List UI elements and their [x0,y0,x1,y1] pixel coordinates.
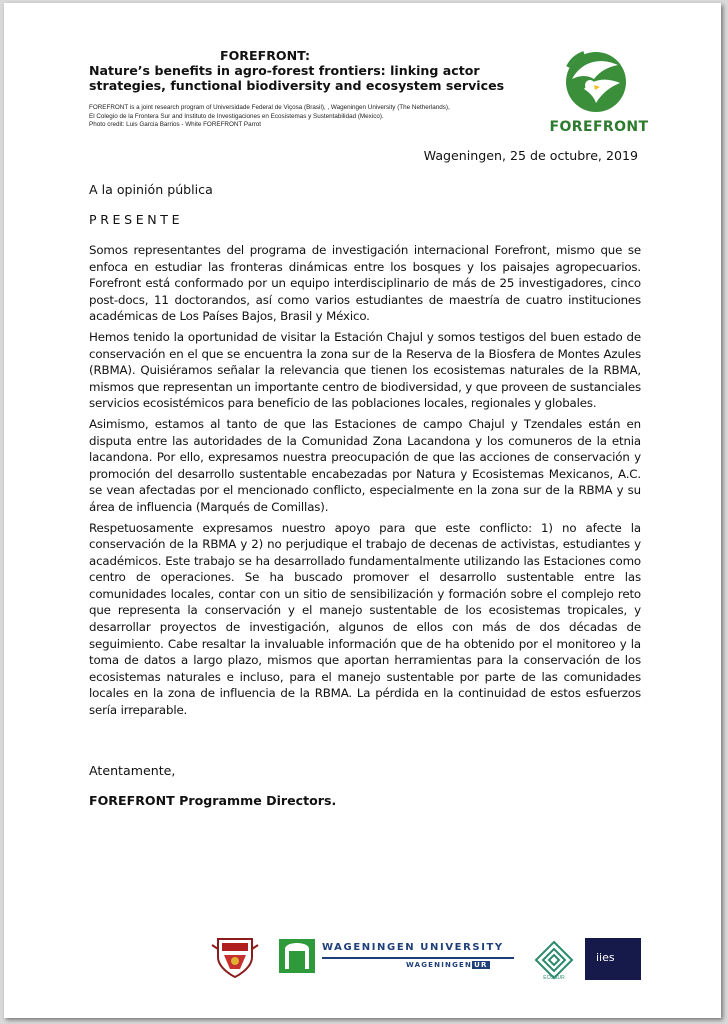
forefront-logo [539,49,654,141]
ecosur-label: ECOSUR [543,975,565,981]
paragraph-4: Respetuosamente expresamos nuestro apoyo para que este conflicto: 1) no afecte la conservación de la RBMA y 2) no perjudique el trabajo de decenas de activistas, estudiantes y académicos. Este trabajo se ha desarrollado fundamentalmente utilizando las Estaciones como centro de operaciones. Se ha buscado promover el desarrollo sustentable entre las comunidades locales, contar con un sitio de sensibilización y formación sobre el complejo reto que representa la conservación y el manejo sustentable de los ecosistemas tropicales, y desarrollar proyectos de investigación, algunos de ellos con más de dos décadas de seguimiento. Cabe resaltar la invaluable información que de ha obtenido por el monitoreo y la toma de datos a largo plazo, mismos que aportan herramientas para la conservación de los ecosistemas naturales e incluso, para el manejo sustentable por parte de las comunidades locales en la zona de influencia de la RBMA. La pérdida en la continuidad de estos esfuerzos sería irreparable. [89,520,641,718]
header-title [89,48,509,93]
paragraph-1: Somos representantes del programa de investigación internacional Forefront, mismo que se enfoca en estudiar las fronteras dinámicas entre los bosques y los paisajes agropecuarios. Forefront está conformado por un equipo interdisciplinario de más de 25 investigadores, cinco post-docs, 11 doctorandos, así como varios estudiantes de maestría de cuatro instituciones académicas de Los Países Bajos, Brasil y México. [89,243,641,324]
wageningen-ur-badge: UR [474,961,488,969]
photo-credit: Photo credit: Luis Garcia Barrios - White FOREFRONT Parrot [89,121,262,129]
program-note-line-1: FOREFRONT is a joint research program of Universidade Federal de Viçosa (Brasil), , Wageningen University (The Netherlands), [89,104,450,111]
iies-label: iies [596,951,615,964]
wageningen-university-name: WAGENINGEN UNIVERSITY [322,942,504,953]
letter-presente: PRESENTE [89,212,184,227]
wageningen-divider [322,957,514,959]
wageningen-icon [279,939,315,973]
logo-wordmark: FOREFRONT [549,119,649,135]
letter-body [89,242,641,723]
paragraph-2: Hemos tenido la oportunidad de visitar la Estación Chajul y somos testigos del buen estado de conservación en el que se encuentra la zona sur de la Reserva de la Biosfera de Montes Azules (RBMA). Quisiéramos señalar la relevancia que tienen los ecosistemas naturales de la RBMA, mismos que representan un importante centro de biodiversidad, y que proveen de sustanciales servicios ecosistémicos para beneficio de las poblaciones locales, regionales y globales. [89,329,641,411]
footer-logos [204,933,644,983]
wageningen-ur-text [406,961,490,969]
program-note-line-2: El Colegio de la Frontera Sur and Instituto de Investigaciones en Ecosistemas y Sustentabilidad (Mexico). [89,112,384,120]
letter-closing: Atentamente, [89,763,176,778]
parrot-icon [564,49,628,115]
letter-recipient: A la opinión pública [89,182,213,197]
letter-page [4,3,721,1018]
program-note [89,104,559,130]
letter-signature: FOREFRONT Programme Directors. [89,793,337,808]
title-line-2: Nature’s benefits in agro-forest frontiers: linking actor strategies, functional biodiversity and ecosystem services [89,63,505,93]
wageningen-sub: WAGENINGEN [406,961,473,969]
paragraph-3: Asimismo, estamos al tanto de que las Estaciones de campo Chajul y Tzendales están en disputa entre las autoridades de la Comunidad Zona Lacandona y los comuneros de la etnia lacandona. Por ello, expresamos nuestra preocupación de que las acciones de conservación y promoción del desarrollo sustentable encabezadas por Natura y Ecosistemas Mexicanos, A.C. se vean afectadas por el mencionado conflicto, especialmente en la zona sur de la RBMA y su área de influencia (Marqués de Comillas). [89,416,641,514]
title-line-1: FOREFRONT: [220,48,311,63]
letter-date: Wageningen, 25 de octubre, 2019 [423,148,638,163]
university-crest-icon [210,935,260,979]
